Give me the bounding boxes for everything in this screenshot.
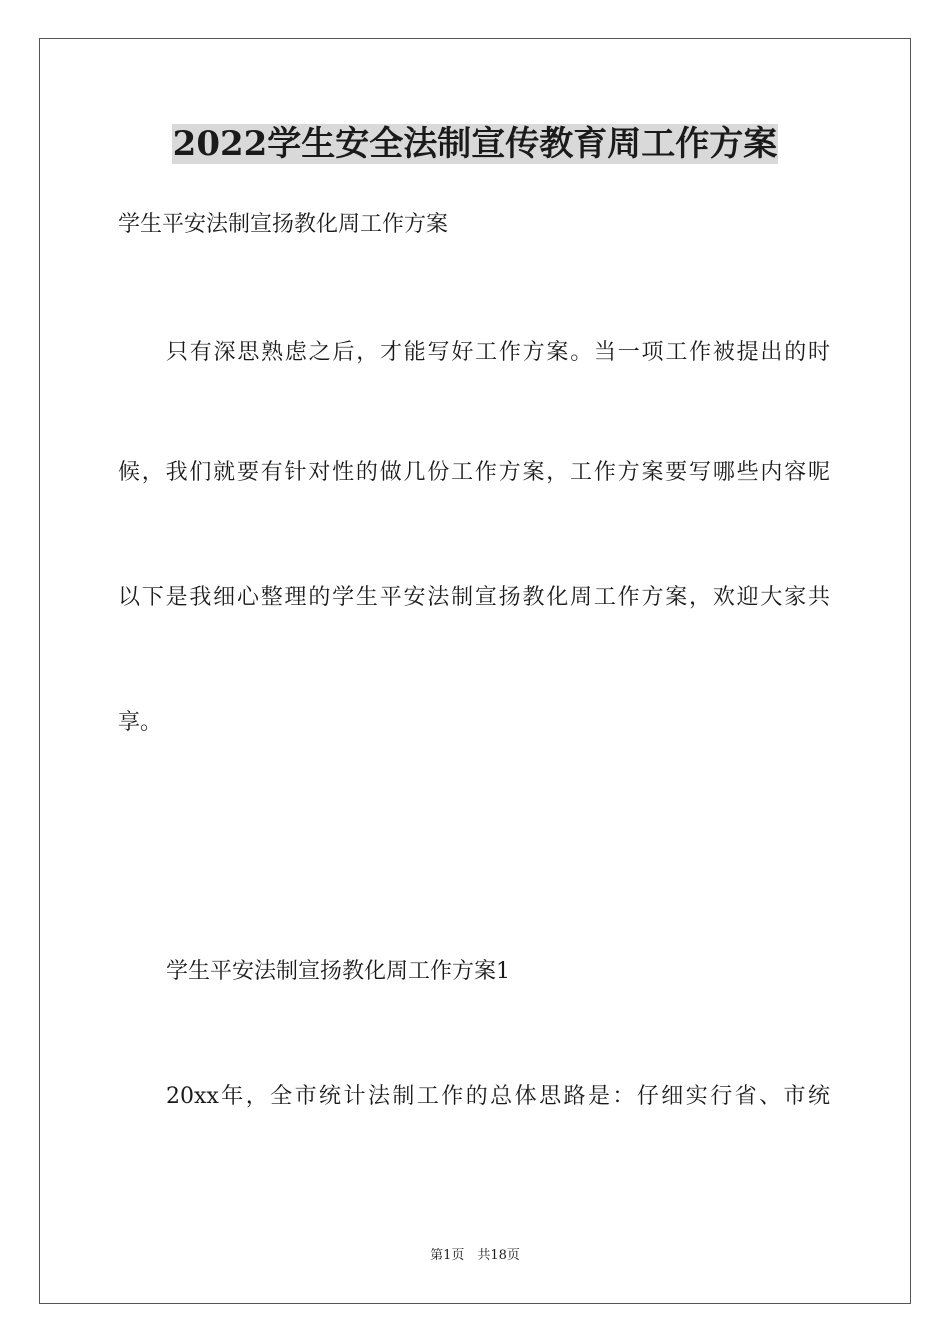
document-title-block: [0, 122, 950, 166]
paragraph-2-line-1: 20xx年，全市统计法制工作的总体思路是：仔细实行省、市统: [166, 1084, 830, 1109]
paragraph-1-line-1: 只有深思熟虑之后，才能写好工作方案。当一项工作被提出的时: [166, 340, 830, 365]
section-heading: 学生平安法制宣扬教化周工作方案1: [166, 959, 510, 984]
document-subtitle: 学生平安法制宣扬教化周工作方案: [118, 212, 449, 237]
document-title: 2022学生安全法制宣传教育周工作方案: [172, 124, 778, 164]
paragraph-1-line-3: 以下是我细心整理的学生平安法制宣扬教化周工作方案，欢迎大家共: [118, 585, 830, 610]
page-number-footer: 第1页 共18页: [430, 1248, 520, 1263]
paragraph-1-line-4: 享。: [118, 710, 163, 735]
paragraph-1-line-2: 候，我们就要有针对性的做几份工作方案，工作方案要写哪些内容呢: [118, 460, 830, 485]
